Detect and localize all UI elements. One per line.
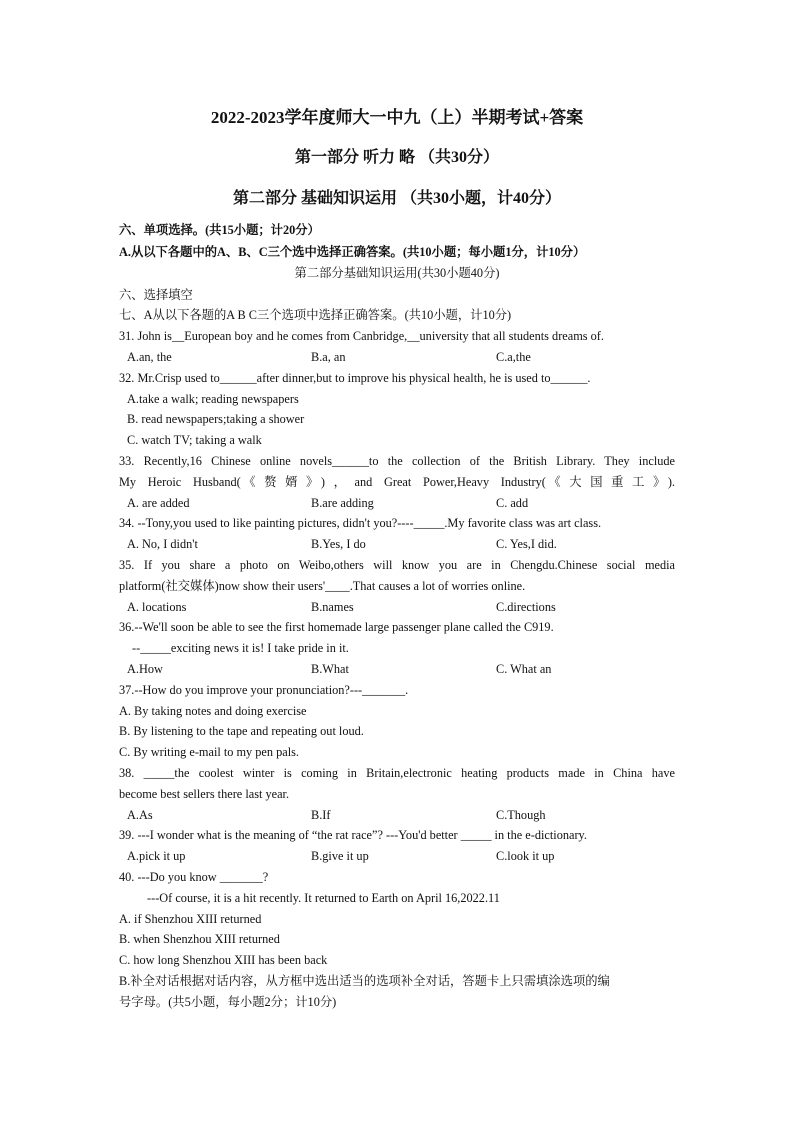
option-a: A.As — [127, 808, 153, 822]
option-b: B.are adding — [311, 496, 374, 510]
sectionA-instruction: A.从以下各题中的A、B、C三个选中选择正确答案。(共10小题；每小题1分，计10分） — [119, 245, 586, 259]
option-a: A.an, the — [127, 350, 172, 364]
section6-heading: 六、单项选择。(共15小题；计20分） — [119, 223, 320, 237]
option-b: B.If — [311, 808, 331, 822]
option-c: C.look it up — [496, 849, 555, 863]
question-stem: 35. If you share a photo on Weibo,others will know you are in Chengdu.Chinese social media — [119, 558, 675, 572]
option-b: B. By listening to the tape and repeating out loud. — [119, 724, 364, 738]
option-a: A. are added — [127, 496, 190, 510]
question-stem: 34. --Tony,you used to like painting pictures, didn't you?----_____.My favorite class was art class. — [119, 516, 602, 530]
part2-heading: 第二部分 基础知识运用 （共30小题，计40分） — [232, 190, 561, 207]
sectionB-instruction-continued: 号字母。(共5小题，每小题2分；计10分) — [119, 995, 337, 1009]
section6b-heading: 六、选择填空 — [119, 288, 193, 302]
option-a: A.pick it up — [127, 849, 186, 863]
option-b: B. when Shenzhou XIII returned — [119, 932, 280, 946]
option-c: C.directions — [496, 600, 556, 614]
sectionB-instruction: B.补全对话根据对话内容，从方框中选出适当的选项补全对话，答题卡上只需填涂选项的编 — [119, 974, 610, 988]
part1-heading: 第一部分 听力 略 （共30分） — [294, 149, 499, 166]
question-stem: 32. Mr.Crisp used to______after dinner,but to improve his physical health, he is used to______. — [119, 371, 591, 385]
option-b: B.names — [311, 600, 354, 614]
question-stem: 33. Recently,16 Chinese online novels______to the collection of the British Library. They include — [119, 454, 675, 468]
option-c: C. What an — [496, 662, 552, 676]
question-stem: 38. _____the coolest winter is coming in Britain,electronic heating products made in China have — [119, 766, 675, 780]
question-stem-continued: platform(社交媒体)now show their users'____.That causes a lot of worries online. — [119, 579, 526, 593]
option-a: A. By taking notes and doing exercise — [119, 704, 307, 718]
option-a: A. if Shenzhou XIII returned — [119, 912, 262, 926]
option-c: C. watch TV; taking a walk — [127, 433, 262, 447]
part2-subheading: 第二部分基础知识运用(共30小题40分) — [294, 266, 500, 280]
question-stem: 40. ---Do you know _______? — [119, 870, 269, 884]
option-a: A. No, I didn't — [127, 537, 198, 551]
question-stem-continued: My Heroic Husband(《赘婿》)，and Great Power,Heavy Industry(《大国重工》). — [119, 475, 675, 489]
question-stem: 36.--We'll soon be able to see the first homemade large passenger plane called the C919. — [119, 620, 554, 634]
option-a: A.take a walk; reading newspapers — [127, 392, 299, 406]
option-a: A. locations — [127, 600, 187, 614]
question-stem: 39. ---I wonder what is the meaning of “the rat race”? ---You'd better _____ in the e-dictionary. — [119, 828, 587, 842]
option-c: C.a,the — [496, 350, 531, 364]
option-c: C.Though — [496, 808, 546, 822]
option-b: B.a, an — [311, 350, 346, 364]
question-stem-continued: become best sellers there last year. — [119, 787, 290, 801]
option-b: B. read newspapers;taking a shower — [127, 412, 305, 426]
option-b: B.give it up — [311, 849, 369, 863]
question-stem: 31. John is__European boy and he comes from Canbridge,__university that all students dreams of. — [119, 329, 604, 343]
section7-heading: 七、A从以下各题的A B C三个选项中选择正确答案。(共10小题，计10分) — [119, 308, 512, 322]
option-c: C. add — [496, 496, 529, 510]
question-stem: 37.--How do you improve your pronunciation?---_______. — [119, 683, 409, 697]
option-c: C. By writing e-mail to my pen pals. — [119, 745, 299, 759]
option-a: A.How — [127, 662, 163, 676]
option-c: C. Yes,I did. — [496, 537, 557, 551]
question-stem-continued: ---Of course, it is a hit recently. It returned to Earth on April 16,2022.11 — [147, 891, 500, 905]
question-stem-continued: --_____exciting news it is! I take pride in it. — [132, 641, 349, 655]
option-b: B.Yes, I do — [311, 537, 366, 551]
page-title: 2022-2023学年度师大一中九（上）半期考试+答案 — [210, 108, 584, 127]
option-c: C. how long Shenzhou XIII has been back — [119, 953, 328, 967]
option-b: B.What — [311, 662, 349, 676]
